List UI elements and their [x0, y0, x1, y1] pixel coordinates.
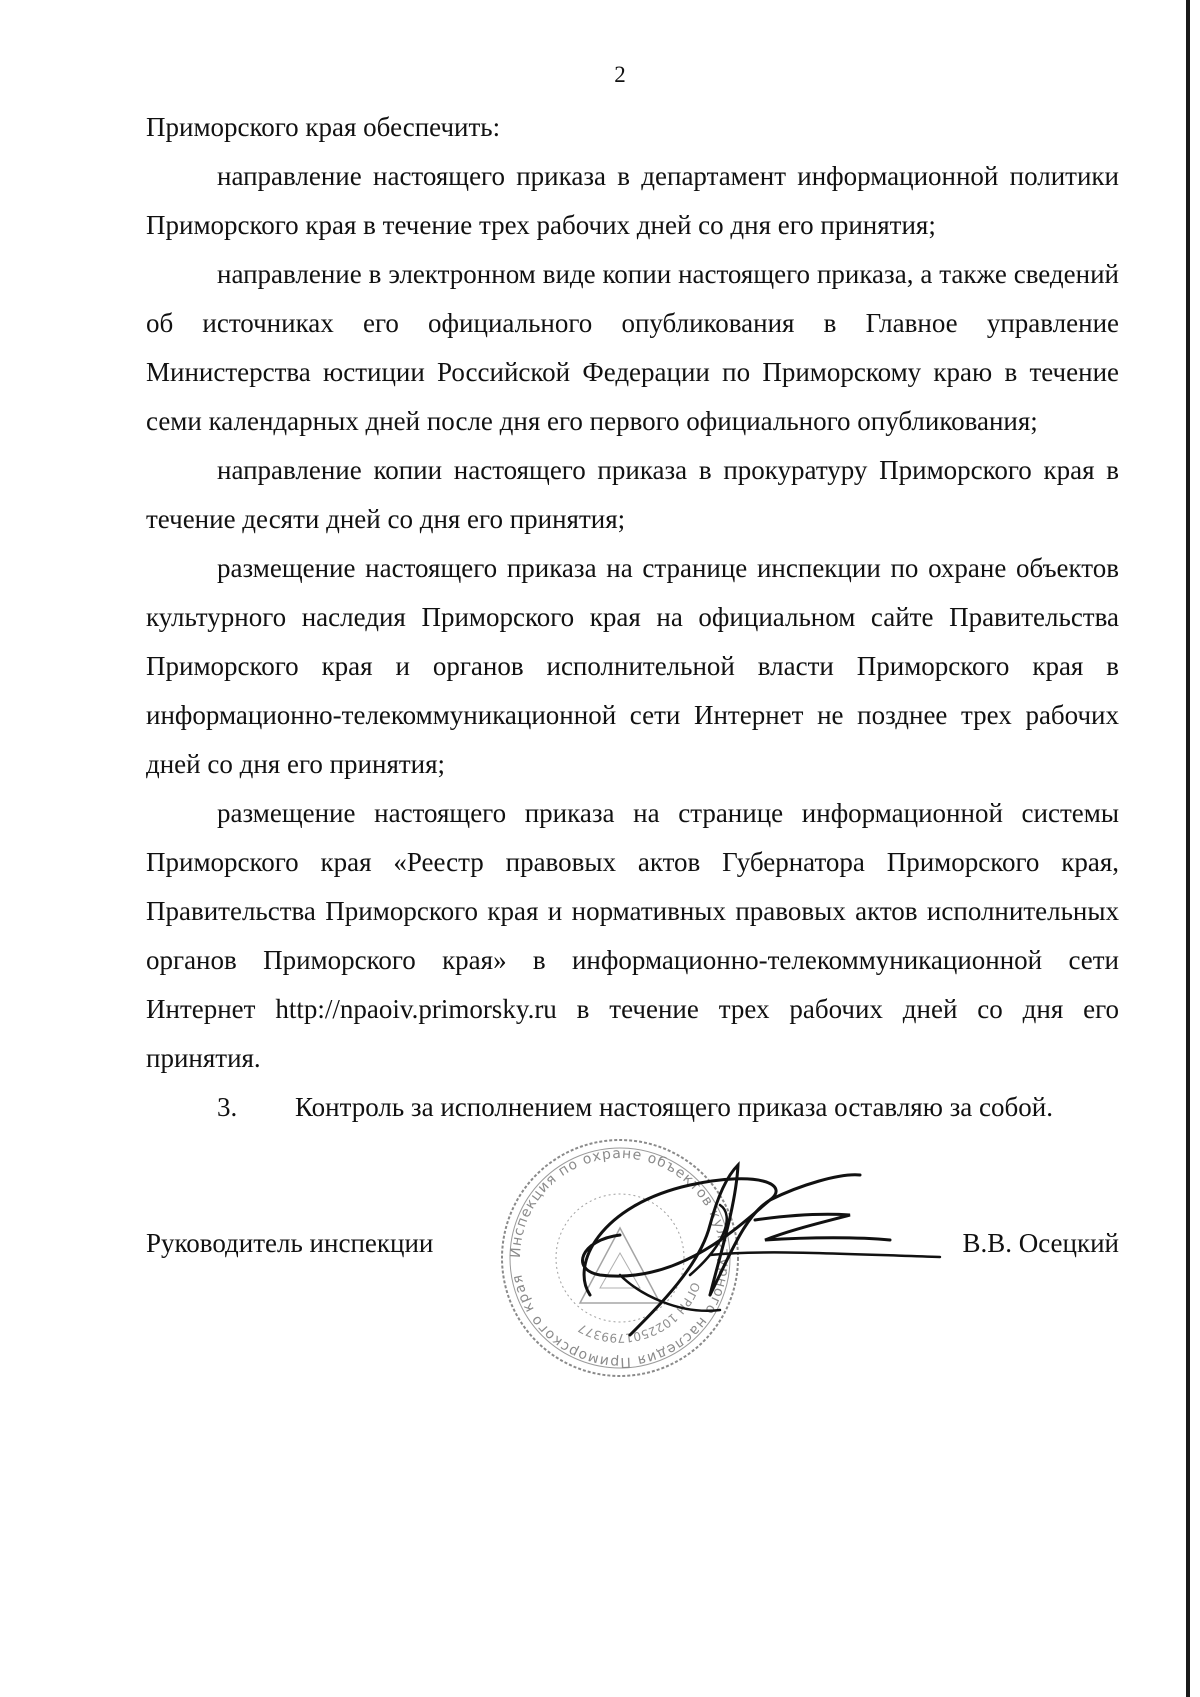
- paragraph-continuation: Приморского края обеспечить:: [146, 112, 501, 142]
- page-number: 2: [614, 62, 626, 87]
- scan-edge: [1186, 0, 1190, 1697]
- seal-ogrn-text: ОГРН 1022501799377: [575, 1280, 703, 1346]
- body-text: [146, 103, 1119, 1132]
- paragraph-ministry-justice: направление в электронном виде копии настоящего приказа, а также сведений об источниках его официального опубликования в Главное управление Министерства юстиции Российской Федерации по Приморскому краю в течение семи календарных дней после дня его первого официального опубликования;: [146, 259, 1119, 436]
- paragraph-official-site: размещение настоящего приказа на странице инспекции по охране объектов культурного наследия Приморского края на официальном сайте Правительства Приморского края и органов исполнительной власти Приморского края в информационно-телекоммуникационной сети Интернет не позднее трех рабочих дней со дня его принятия;: [146, 553, 1119, 779]
- paragraph-registry: размещение настоящего приказа на странице информационной системы Приморского края «Реестр правовых актов Губернатора Приморского края, Правительства Приморского края и нормативных правовых актов исполнительных органов Приморского края» в информационно-телекоммуникационной сети Интернет http://npaoiv.primorsky.ru в течение трех рабочих дней со дня его принятия.: [146, 798, 1119, 1073]
- signature-name: В.В. Осецкий: [962, 1228, 1119, 1258]
- paragraph-info-policy: направление настоящего приказа в департамент информационной политики Приморского края в течение трех рабочих дней со дня его принятия;: [146, 161, 1119, 240]
- item-3: [146, 1083, 1119, 1132]
- paragraph-prosecutor: направление копии настоящего приказа в прокуратуру Приморского края в течение десяти дней со дня его принятия;: [146, 455, 1119, 534]
- signature-row: [146, 1228, 1119, 1268]
- seal-outer-text: Инспекция по охране объектов культурного наследия Приморского края: [507, 1145, 733, 1371]
- item-3-text: Контроль за исполнением настоящего приказа оставляю за собой.: [295, 1092, 1053, 1122]
- item-3-number: 3.: [217, 1092, 238, 1122]
- signature-title: Руководитель инспекции: [146, 1228, 434, 1258]
